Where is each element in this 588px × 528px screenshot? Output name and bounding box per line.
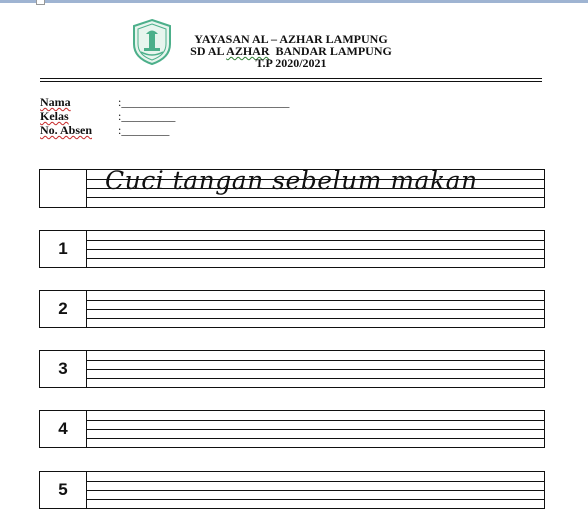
guide-line [86, 300, 544, 301]
guide-line [86, 438, 544, 439]
guide-line [86, 499, 544, 500]
guide-line [86, 309, 544, 310]
header-line-3: T.P 2020/2021 [255, 56, 327, 70]
practice-row[interactable] [39, 471, 545, 509]
practice-row[interactable] [39, 410, 545, 448]
header-line-1: YAYASAN AL – AZHAR LAMPUNG [194, 32, 388, 46]
guide-line [86, 378, 544, 379]
header-line-2c: BANDAR LAMPUNG [269, 44, 392, 58]
header-rule-top [40, 78, 542, 79]
absen-field[interactable] [40, 124, 169, 137]
row-number: 5 [40, 472, 87, 508]
guide-line [86, 429, 544, 430]
row-number: 3 [40, 351, 87, 387]
school-crest-icon [130, 18, 174, 66]
guide-line [86, 197, 544, 198]
guide-line [86, 318, 544, 319]
school-header [180, 33, 402, 69]
guide-line [86, 258, 544, 259]
nama-label: Nama [40, 95, 71, 109]
absen-label: No. Absen [40, 123, 93, 137]
practice-row[interactable] [39, 350, 545, 388]
header-line-2b: AZHAR [226, 44, 270, 58]
window-top-border [0, 0, 588, 3]
row-number: 1 [40, 231, 87, 267]
nama-input-line[interactable]: :____________________________ [118, 95, 290, 109]
example-row-cell [40, 170, 87, 207]
guide-line [86, 481, 544, 482]
guide-line [86, 360, 544, 361]
guide-line [86, 249, 544, 250]
guide-line [86, 369, 544, 370]
absen-input-line[interactable]: :________ [118, 123, 170, 137]
header-rule-bottom [40, 81, 542, 82]
page-corner-mark [36, 0, 45, 5]
practice-row[interactable] [39, 290, 545, 328]
guide-line [86, 420, 544, 421]
kelas-field[interactable] [40, 110, 175, 123]
kelas-input-line[interactable]: :_________ [118, 109, 176, 123]
kelas-label: Kelas [40, 109, 69, 123]
row-number: 2 [40, 291, 87, 327]
example-sentence: Cuci tangan sebelum makan [105, 166, 478, 195]
guide-line [86, 240, 544, 241]
practice-row[interactable] [39, 230, 545, 268]
nama-field[interactable] [40, 96, 289, 109]
header-line-2a: SD AL [190, 44, 227, 58]
row-number: 4 [40, 411, 87, 447]
guide-line [86, 490, 544, 491]
